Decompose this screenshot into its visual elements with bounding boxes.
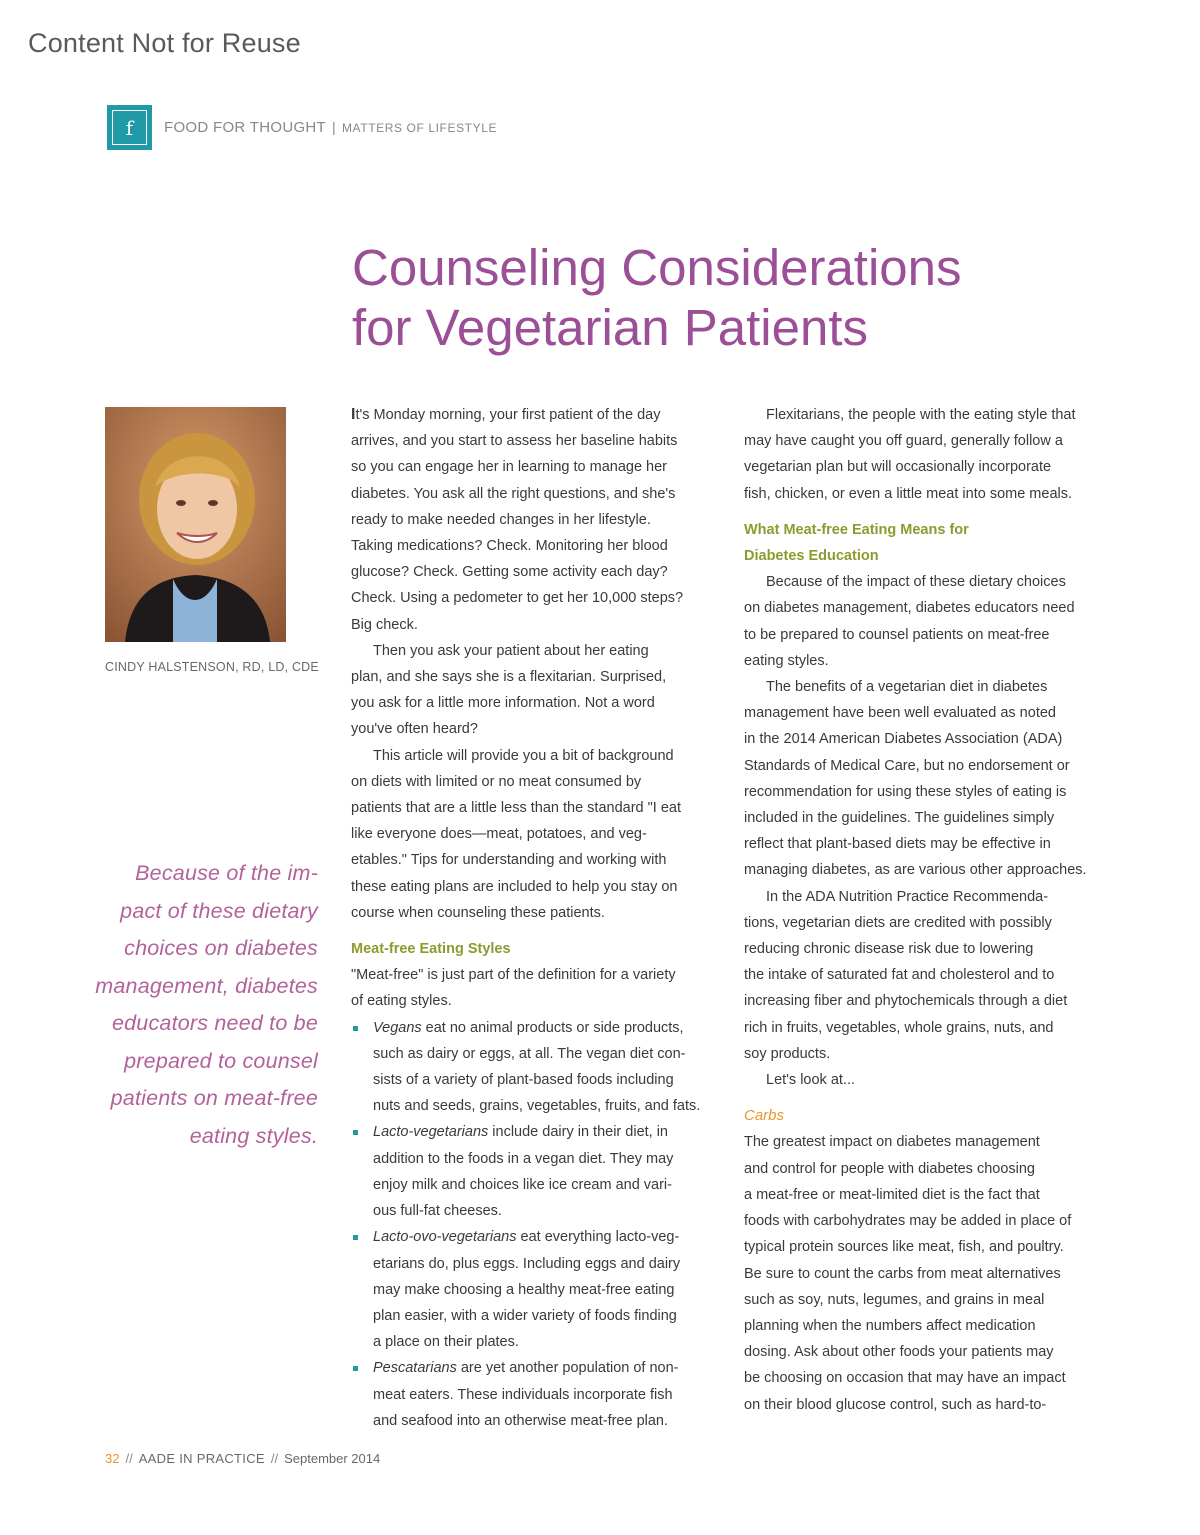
article-column-1 (351, 402, 723, 1434)
text-line: foods with carbohydrates may be added in place of (744, 1213, 1072, 1230)
text-line: to be prepared to counsel patients on meat-free (744, 626, 1050, 643)
text-line (373, 1224, 723, 1250)
text-line: a place on their plates. (373, 1334, 519, 1351)
text-line: the intake of saturated fat and cholesterol and to (744, 967, 1055, 984)
pull-quote-line: Because of the im- (135, 861, 318, 885)
text-line: "Meat-free" is just part of the definition for a variety (351, 967, 676, 984)
paragraph (744, 402, 1119, 507)
text-line: you ask for a little more information. Not a word (351, 695, 655, 712)
section-subhead: Meat-free Eating Styles (351, 941, 511, 958)
text-line: arrives, and you start to assess her baseline habits (351, 433, 678, 450)
text-line: recommendation for using these styles of eating is (744, 783, 1067, 800)
text-line (351, 402, 723, 428)
eating-styles-list (351, 1015, 723, 1434)
text-line: plan, and she says she is a flexitarian. Surprised, (351, 669, 667, 686)
article-title (352, 238, 1152, 358)
page-footer (105, 1451, 380, 1466)
paragraph (744, 674, 1119, 884)
text-line: Big check. (351, 616, 418, 633)
text-line: In the ADA Nutrition Practice Recommenda- (766, 888, 1049, 905)
pull-quote-line: eating styles. (189, 1123, 318, 1148)
text-line: etables." Tips for understanding and working with (351, 852, 667, 869)
text-line: a meat-free or meat-limited diet is the fact that (744, 1186, 1040, 1203)
text-line: eat everything lacto-veg- (516, 1229, 680, 1246)
text-line: Check. Using a pedometer to get her 10,000 steps? (351, 590, 684, 607)
pull-quote-line: pact of these dietary (120, 898, 318, 923)
text-line: reflect that plant-based diets may be effective in (744, 836, 1051, 853)
watermark-text: Content Not for Reuse (28, 28, 301, 58)
paragraph (744, 1067, 1119, 1093)
text-line: eating styles. (744, 652, 829, 669)
text-line: Flexitarians, the people with the eating style that (766, 407, 1076, 423)
text-line: may have caught you off guard, generally follow a (744, 433, 1063, 450)
text-line (373, 1015, 723, 1041)
text-line: eat no animal products or side products, (421, 1019, 684, 1036)
text-line: ready to make needed changes in her lifestyle. (351, 511, 651, 528)
text-line: fish, chicken, or even a little meat into some meals. (744, 485, 1073, 502)
pull-quote-line: patients on meat-free (110, 1086, 318, 1110)
pull-quote-line: prepared to counsel (124, 1048, 318, 1073)
text-line: t's Monday morning, your first patient of the day (355, 407, 661, 423)
text-line: and seafood into an otherwise meat-free plan. (373, 1412, 669, 1429)
author-caption: CINDY HALSTENSON, RD, LD, CDE (105, 660, 319, 674)
text-line: be choosing on occasion that may have an impact (744, 1370, 1066, 1387)
section-header (164, 119, 497, 136)
text-line: This article will provide you a bit of background (373, 747, 674, 764)
text-line: tions, vegetarian diets are credited with possibly (744, 914, 1052, 931)
text-line: enjoy milk and choices like ice cream and vari- (373, 1176, 672, 1193)
paragraph (351, 638, 723, 743)
text-line: Let's look at... (766, 1072, 856, 1089)
text-line: nuts and seeds, grains, vegetables, fruits, and fats. (373, 1098, 701, 1115)
text-line: Standards of Medical Care, but no endorsement or (744, 757, 1070, 774)
text-line: so you can engage her in learning to manage her (351, 459, 667, 476)
text-line: etarians do, plus eggs. Including eggs and dairy (373, 1255, 681, 1272)
text-line: soy products. (744, 1045, 831, 1062)
text-line: Because of the impact of these dietary choices (766, 574, 1066, 591)
text-line: planning when the numbers affect medication (744, 1317, 1036, 1334)
logo-letter: f (112, 110, 147, 145)
list-item (351, 1119, 723, 1224)
bullet-term: Vegans (373, 1019, 422, 1036)
text-line: on their blood glucose control, such as hard-to- (744, 1396, 1047, 1413)
text-line: Then you ask your patient about her eating (373, 642, 649, 659)
text-line: such as soy, nuts, legumes, and grains in meal (744, 1291, 1045, 1308)
text-line: rich in fruits, vegetables, whole grains, nuts, and (744, 1019, 1054, 1036)
text-line: patients that are a little less than the standard "I eat (351, 800, 681, 817)
footer-separator: // (270, 1451, 279, 1466)
text-line: diabetes. You ask all the right questions, and she's (351, 485, 676, 502)
text-line: on diets with limited or no meat consumed by (351, 773, 642, 790)
paragraph (351, 402, 723, 638)
text-line: glucose? Check. Getting some activity each day? (351, 564, 668, 581)
list-item (351, 1015, 723, 1120)
subhead-line: Diabetes Education (744, 548, 879, 565)
article-column-2 (744, 402, 1119, 1418)
title-line: Counseling Considerations (352, 239, 962, 296)
text-line: include dairy in their diet, in (488, 1124, 669, 1141)
text-line: like everyone does—meat, potatoes, and veg- (351, 826, 647, 843)
text-line: addition to the foods in a vegan diet. They may (373, 1150, 674, 1167)
text-line (373, 1119, 723, 1145)
text-line (373, 1355, 723, 1381)
pull-quote (78, 855, 318, 1155)
text-line: plan easier, with a wider variety of foods finding (373, 1307, 677, 1324)
paragraph (351, 962, 723, 1014)
paragraph (351, 743, 723, 926)
subhead-line: What Meat-free Eating Means for (744, 521, 969, 538)
text-line: on diabetes management, diabetes educators need (744, 600, 1075, 617)
subsection-name: MATTERS OF LIFESTYLE (341, 121, 498, 135)
text-line: reducing chronic disease risk due to lowering (744, 941, 1034, 958)
pull-quote-line: choices on diabetes (124, 936, 318, 960)
text-line: meat eaters. These individuals incorporate fish (373, 1386, 673, 1403)
text-line: are yet another population of non- (456, 1360, 679, 1377)
text-line: course when counseling these patients. (351, 904, 605, 921)
text-line: increasing fiber and phytochemicals through a diet (744, 993, 1068, 1010)
bullet-term: Pescatarians (373, 1360, 457, 1377)
bullet-term: Lacto-vegetarians (373, 1124, 489, 1141)
title-line: for Vegetarian Patients (352, 299, 869, 356)
text-line: Be sure to count the carbs from meat alternatives (744, 1265, 1061, 1282)
section-logo (107, 105, 152, 150)
text-line: typical protein sources like meat, fish, and poultry. (744, 1239, 1064, 1256)
text-line: Taking medications? Check. Monitoring her blood (351, 538, 668, 555)
text-line: of eating styles. (351, 993, 452, 1010)
list-item (351, 1355, 723, 1434)
text-line: vegetarian plan but will occasionally incorporate (744, 459, 1052, 476)
pull-quote-line: educators need to be (111, 1011, 318, 1035)
text-line: dosing. Ask about other foods your patients may (744, 1344, 1054, 1361)
publication-name: AADE IN PRACTICE (138, 1451, 265, 1466)
text-line: in the 2014 American Diabetes Association (ADA) (744, 731, 1063, 748)
section-subhead-carbs: Carbs (744, 1107, 785, 1125)
paragraph (744, 884, 1119, 1067)
text-line: The greatest impact on diabetes management (744, 1134, 1040, 1151)
section-separator: | (332, 119, 336, 135)
author-photo (105, 407, 286, 642)
pull-quote-line: management, diabetes (95, 973, 318, 998)
text-line: managing diabetes, as are various other approaches. (744, 862, 1087, 879)
section-name: FOOD FOR THOUGHT (164, 119, 327, 136)
paragraph (744, 569, 1119, 674)
drop-cap: I (351, 406, 356, 423)
text-line: ous full-fat cheeses. (373, 1203, 502, 1220)
text-line: included in the guidelines. The guidelines simply (744, 810, 1055, 827)
text-line: and control for people with diabetes choosing (744, 1160, 1035, 1177)
section-subhead (744, 517, 1119, 569)
text-line: The benefits of a vegetarian diet in diabetes (766, 679, 1048, 696)
text-line: these eating plans are included to help you stay on (351, 878, 678, 895)
text-line: management have been well evaluated as noted (744, 705, 1056, 722)
text-line: such as dairy or eggs, at all. The vegan diet con- (373, 1045, 686, 1062)
text-line: may make choosing a healthy meat-free eating (373, 1281, 675, 1298)
list-item (351, 1224, 723, 1355)
page-number: 32 (105, 1451, 120, 1466)
bullet-term: Lacto-ovo-vegetarians (373, 1229, 517, 1246)
text-line: sists of a variety of plant-based foods including (373, 1072, 674, 1089)
issue-date: September 2014 (284, 1451, 381, 1466)
paragraph (744, 1129, 1119, 1417)
text-line: you've often heard? (351, 721, 478, 738)
footer-separator: // (125, 1451, 133, 1466)
